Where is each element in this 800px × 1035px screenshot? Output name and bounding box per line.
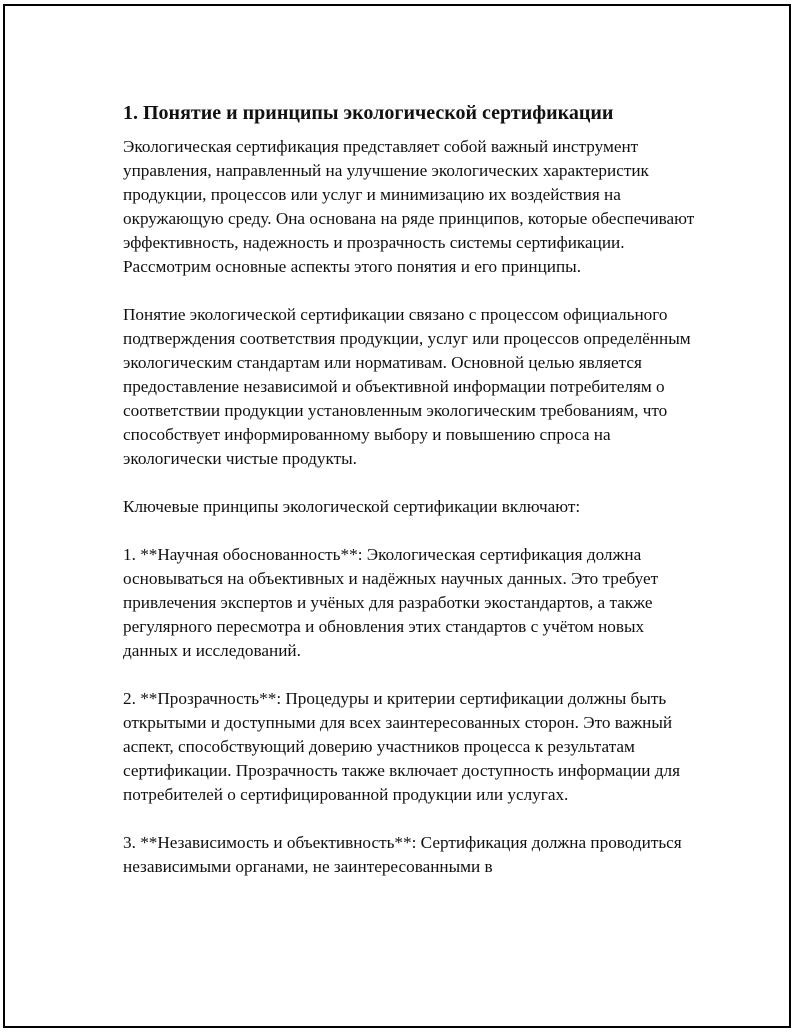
section-heading: 1. Понятие и принципы экологической сертификации: [123, 102, 614, 124]
list-item-independence: 3. **Независимость и объективность**: Сертификация должна проводиться независимыми органами, не заинтересованными в: [123, 833, 682, 876]
paragraph-principles-lead: Ключевые принципы экологической сертификации включают:: [123, 497, 581, 516]
list-item-scientific-basis: 1. **Научная обоснованность**: Экологическая сертификация должна основываться на объективных и надёжных научных данных. Это требует привлечения экспертов и учёных для разработки экостандартов, а также регулярного пересмотра и обновления этих стандартов с учётом новых данных и исследований.: [123, 545, 659, 660]
paragraph-intro: Экологическая сертификация представляет собой важный инструмент управления, направленный на улучшение экологических характеристик продукции, процессов или услуг и минимизацию их воздействия на окружающую среду. Она основана на ряде принципов, которые обеспечивают эффективность, надежность и прозрачность системы сертификации. Рассмотрим основные аспекты этого понятия и его принципы.: [123, 137, 695, 276]
paragraph-concept: Понятие экологической сертификации связано с процессом официального подтверждения соответствия продукции, услуг или процессов определённым экологическим стандартам или нормативам. Основной целью является предоставление независимой и объективной информации потребителям о соответствии продукции установленным экологическим требованиям, что способствует информированному выбору и повышению спроса на экологически чистые продукты.: [123, 305, 691, 468]
document-page: [3, 4, 791, 1028]
list-item-transparency: 2. **Прозрачность**: Процедуры и критерии сертификации должны быть открытыми и доступными для всех заинтересованных сторон. Это важный аспект, способствующий доверию участников процесса к результатам сертификации. Прозрачность также включает доступность информации для потребителей о сертифицированной продукции или услугах.: [123, 689, 680, 804]
document-body: [123, 99, 703, 903]
